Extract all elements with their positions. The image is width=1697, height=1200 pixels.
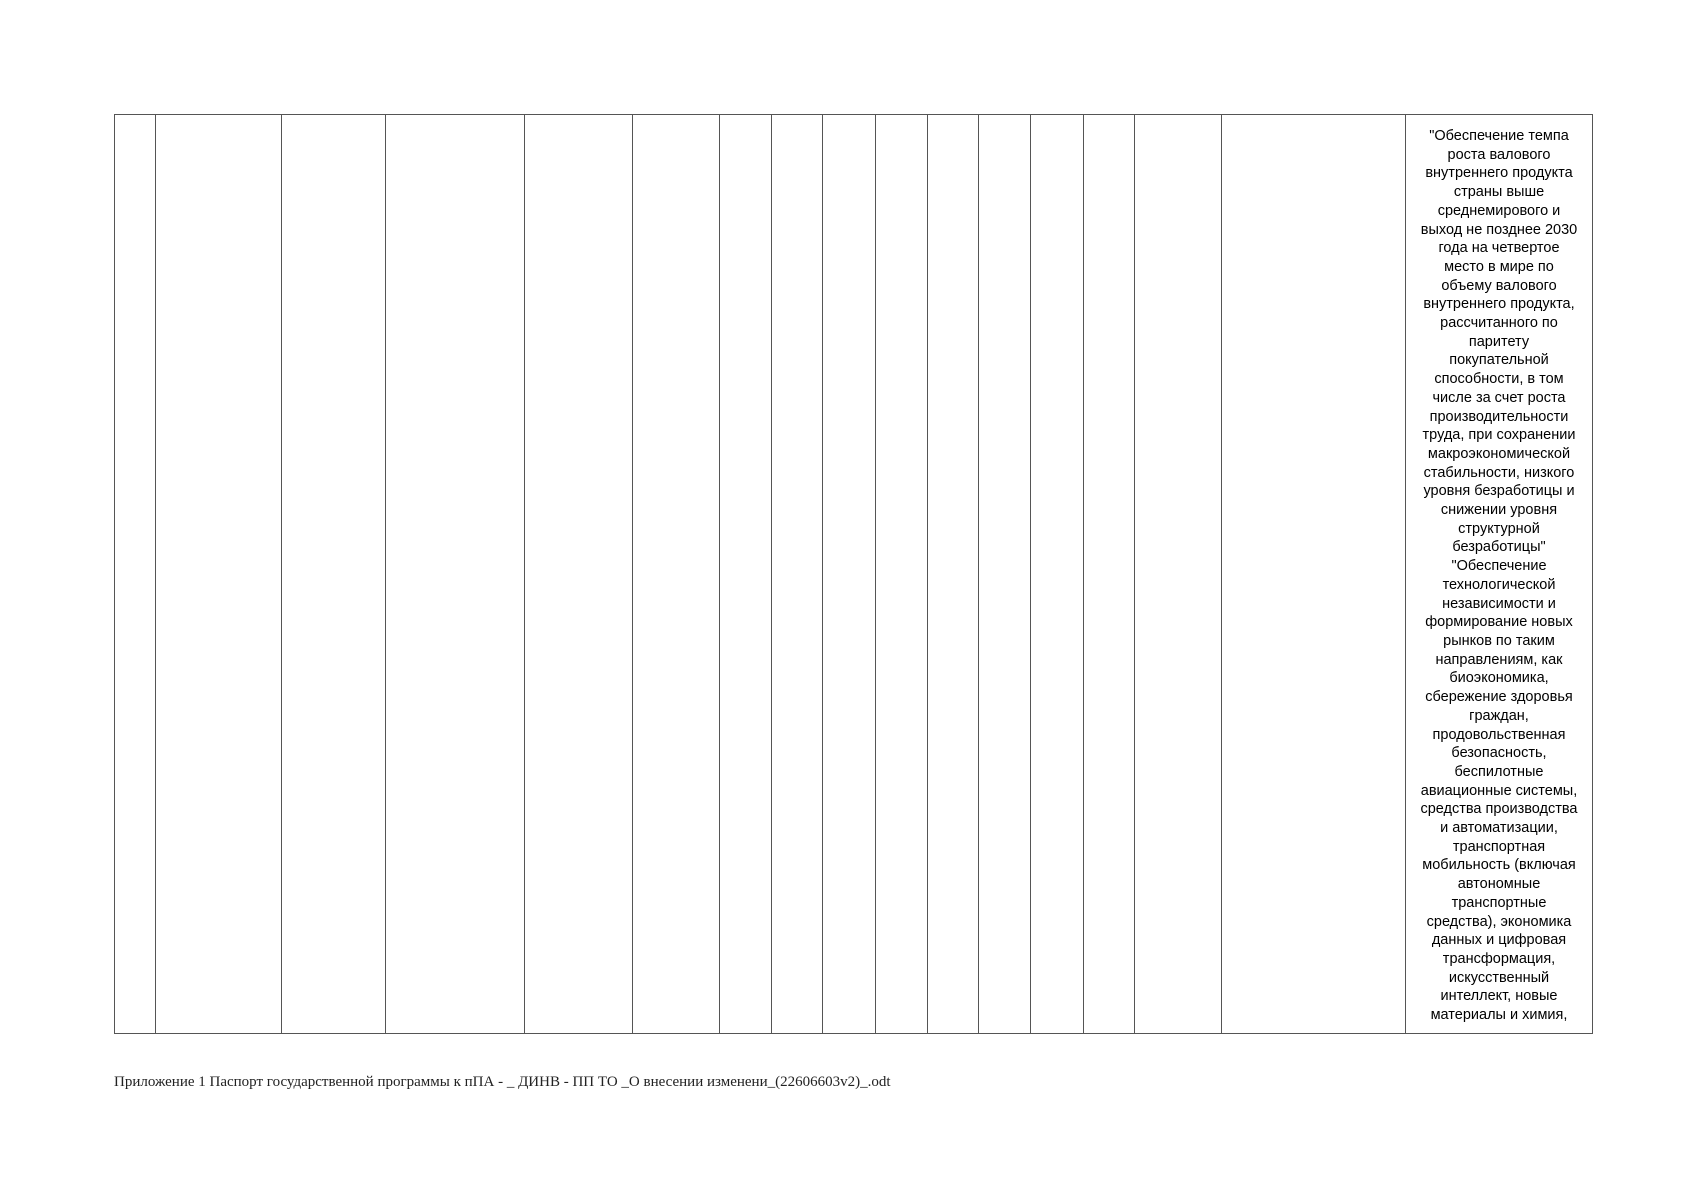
table-cell bbox=[928, 115, 979, 1034]
table-cell bbox=[1031, 115, 1084, 1034]
table-cell bbox=[979, 115, 1031, 1034]
table-row bbox=[115, 115, 1593, 1034]
table-cell bbox=[525, 115, 633, 1034]
goal-text-cell: "Обеспечение темпа роста валового внутреннего продукта страны выше среднемирового и выход не позднее 2030 года на четвертое место в мире по объему валового внутреннего продукта, рассчитанного по паритету покупательной способности, в том числе за счет роста производительности труда, при сохранении макроэкономической стабильности, низкого уровня безработицы и снижении уровня структурной безработицы" "Обеспечение технологической независимости и формирование новых рынков по таким направлениям, как биоэкономика, сбережение здоровья граждан, продовольственная безопасность, беспилотные авиационные системы, средства производства и автоматизации, транспортная мобильность (включая автономные транспортные средства), экономика данных и цифровая трансформация, искусственный интеллект, новые материалы и химия, bbox=[1406, 115, 1593, 1034]
table-cell bbox=[1135, 115, 1222, 1034]
table-cell bbox=[823, 115, 876, 1034]
table-cell bbox=[876, 115, 928, 1034]
table-cell bbox=[772, 115, 823, 1034]
table-cell bbox=[720, 115, 772, 1034]
table-cell bbox=[156, 115, 282, 1034]
table-cell bbox=[282, 115, 386, 1034]
document-footer: Приложение 1 Паспорт государственной программы к пПА - _ ДИНВ - ПП ТО _О внесении изменени_(22606603v2)_.odt bbox=[114, 1074, 891, 1090]
document-table bbox=[114, 114, 1593, 1034]
table-cell bbox=[115, 115, 156, 1034]
table-cell bbox=[1084, 115, 1135, 1034]
table-cell bbox=[386, 115, 525, 1034]
table-cell bbox=[633, 115, 720, 1034]
table-cell bbox=[1222, 115, 1406, 1034]
